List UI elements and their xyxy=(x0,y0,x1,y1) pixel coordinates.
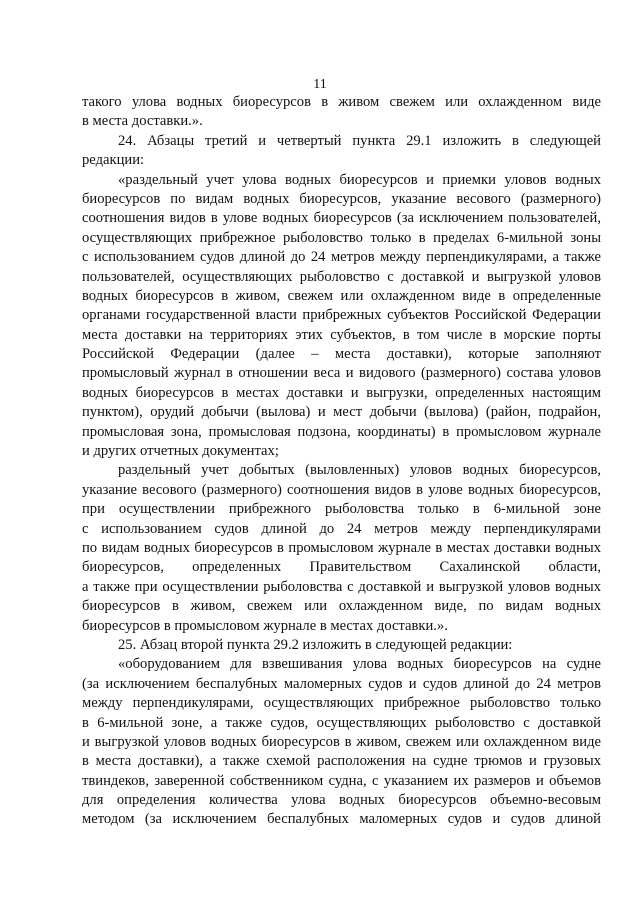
text-line: «оборудованием для взвешивания улова водных биоресурсов на судне xyxy=(118,656,601,673)
text-line: биоресурсов в живом, свежем или охлажденном виде, по видам водных xyxy=(82,598,601,615)
text-line: осуществляющих прибрежное рыболовство только в пределах 6-мильной зоны xyxy=(82,229,601,246)
text-line: твиндеков, заверенной собственником судна, с указанием их размеров и объемов xyxy=(82,772,601,789)
text-line: и других отчетных документах; xyxy=(82,443,279,460)
text-line: 25. Абзац второй пункта 29.2 изложить в следующей редакции: xyxy=(118,636,513,653)
text-line: с использованием судов длиной до 24 метров между перпендикулярами xyxy=(82,520,601,537)
text-line: 24. Абзацы третий и четвертый пункта 29.1 изложить в следующей xyxy=(118,132,601,149)
text-line: а также при осуществлении рыболовства с доставкой и выгрузкой уловов водных xyxy=(82,578,601,595)
text-line: места доставки на территориях этих субъектов, в том числе в морские порты xyxy=(82,326,601,343)
text-line: такого улова водных биоресурсов в живом свежем или охлажденном виде xyxy=(82,94,601,110)
text-line: пользователей, осуществляющих рыболовство с доставкой и выгрузкой уловов xyxy=(82,268,601,285)
text-line: в 6-мильной зоне, а также судов, осуществляющих рыболовство с доставкой xyxy=(82,714,601,731)
text-line: при осуществлении прибрежного рыболовства только в 6-мильной зоне xyxy=(82,501,601,518)
text-line: биоресурсов в промысловом журнале в местах доставки.». xyxy=(82,617,448,634)
text-line: в места доставки.». xyxy=(82,113,203,130)
text-line: редакции: xyxy=(82,152,145,169)
text-line: методом (за исключением беспалубных маломерных судов и судов длиной xyxy=(82,811,601,828)
text-line: и выгрузкой уловов водных биоресурсов в живом, свежем или охлажденном виде xyxy=(82,733,601,750)
text-line: по видам водных биоресурсов в промысловом журнале в местах доставки водных xyxy=(82,539,601,556)
text-line: водных биоресурсов в живом, свежем или охлажденном виде в определенные xyxy=(82,287,601,304)
text-line: промысловый журнал в отношении веса и видового (размерного) состава уловов xyxy=(82,365,601,382)
document-body xyxy=(82,93,601,830)
text-line: в места доставки), а также схемой расположения на судне трюмов и грузовых xyxy=(82,753,601,770)
text-line: между перпендикулярами, осуществляющих прибрежное рыболовство только xyxy=(82,695,601,712)
text-line: с использованием судов длиной до 24 метров между перпендикулярами, а также xyxy=(82,249,601,266)
text-line: раздельный учет добытых (выловленных) уловов водных биоресурсов, xyxy=(118,462,601,479)
text-line: «раздельный учет улова водных биоресурсов и приемки уловов водных xyxy=(118,171,601,188)
text-line: водных биоресурсов в местах доставки и выгрузки, определенных настоящим xyxy=(82,384,601,401)
text-line: пунктом), орудий добычи (вылова) и мест добычи (вылова) (район, подрайон, xyxy=(82,404,601,421)
text-line: (за исключением беспалубных маломерных судов и судов длиной до 24 метров xyxy=(82,675,601,692)
text-line: соотношения видов в улове водных биоресурсов (за исключением пользователей, xyxy=(82,210,601,227)
text-line: промысловая зона, промысловая подзона, координаты) в промысловом журнале xyxy=(82,423,601,440)
text-line: органами государственной власти прибрежных субъектов Российской Федерации xyxy=(82,307,601,324)
page-number: 11 xyxy=(313,77,327,92)
text-line: биоресурсов, определенных Правительством Сахалинской области, xyxy=(82,559,601,576)
text-line: Российской Федерации (далее – места доставки), которые заполняют xyxy=(82,346,601,363)
text-line: для определения количества улова водных биоресурсов объемно-весовым xyxy=(82,792,601,809)
text-line: биоресурсов по видам водных биоресурсов, указание весового (размерного) xyxy=(82,190,601,207)
text-line: указание весового (размерного) соотношения видов в улове водных биоресурсов, xyxy=(82,481,601,498)
